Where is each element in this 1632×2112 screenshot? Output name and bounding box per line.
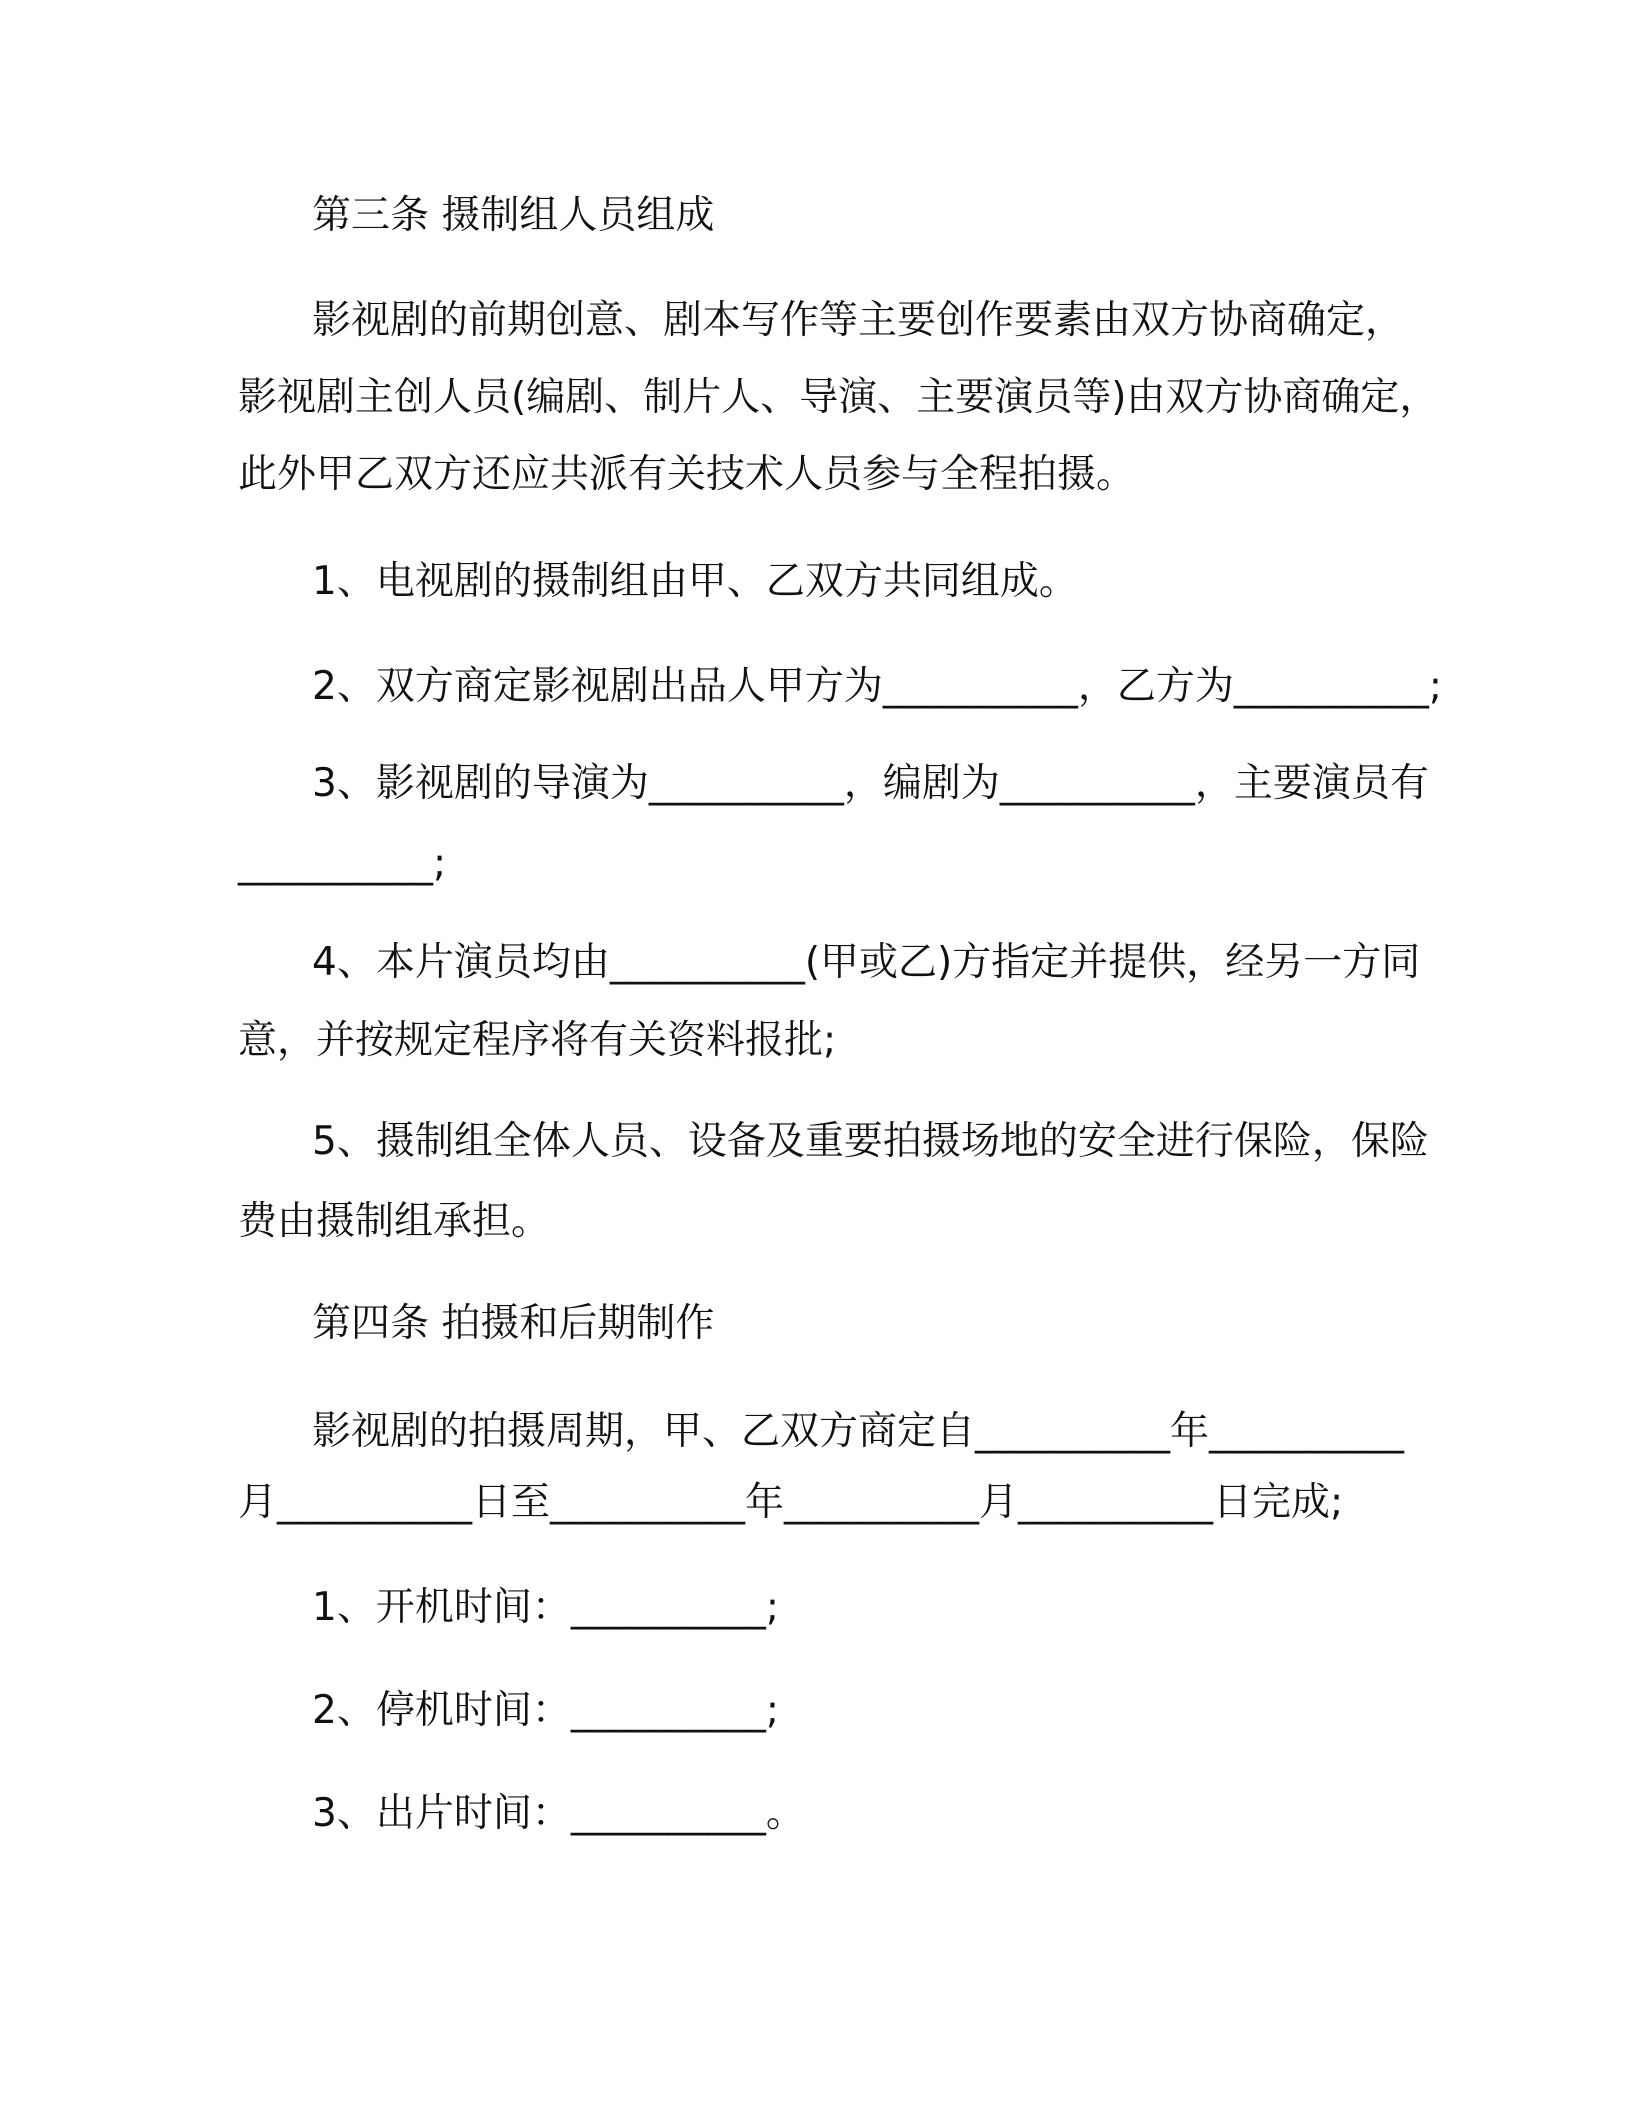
article-4-item-3: 3、出片时间：__________。	[312, 1791, 805, 1836]
article-3-intro-line-3: 此外甲乙双方还应共派有关技术人员参与全程拍摄。	[238, 452, 1136, 497]
article-3-heading: 第三条 摄制组人员组成	[312, 193, 715, 238]
article-3-intro-line-1: 影视剧的前期创意、剧本写作等主要创作要素由双方协商确定，	[312, 298, 1405, 343]
article-3-item-5-line-2: 费由摄制组承担。	[238, 1199, 551, 1244]
article-3-item-1: 1、电视剧的摄制组由甲、乙双方共同组成。	[312, 559, 1078, 604]
article-3-item-3-line-2: __________;	[238, 841, 447, 886]
article-4-item-1: 1、开机时间：__________;	[312, 1585, 779, 1630]
article-3-item-3-line-1: 3、影视剧的导演为__________，编剧为__________，主要演员有	[312, 761, 1429, 806]
article-3-intro-line-2: 影视剧主创人员(编剧、制片人、导演、主要演员等)由双方协商确定，	[238, 375, 1439, 420]
article-4-item-2: 2、停机时间：__________;	[312, 1688, 779, 1733]
article-4-period-line-2: 月__________日至__________年__________月__________日完成;	[238, 1480, 1344, 1525]
article-3-item-2: 2、双方商定影视剧出品人甲方为__________，乙方为__________;	[312, 664, 1442, 709]
article-4-heading: 第四条 拍摄和后期制作	[312, 1301, 715, 1346]
article-3-item-4-line-2: 意，并按规定程序将有关资料报批;	[238, 1018, 837, 1063]
article-3-item-4-line-1: 4、本片演员均由__________(甲或乙)方指定并提供，经另一方同	[312, 940, 1421, 985]
article-4-period-line-1: 影视剧的拍摄周期，甲、乙双方商定自__________年__________	[312, 1409, 1405, 1454]
article-3-item-5-line-1: 5、摄制组全体人员、设备及重要拍摄场地的安全进行保险，保险	[312, 1119, 1429, 1164]
